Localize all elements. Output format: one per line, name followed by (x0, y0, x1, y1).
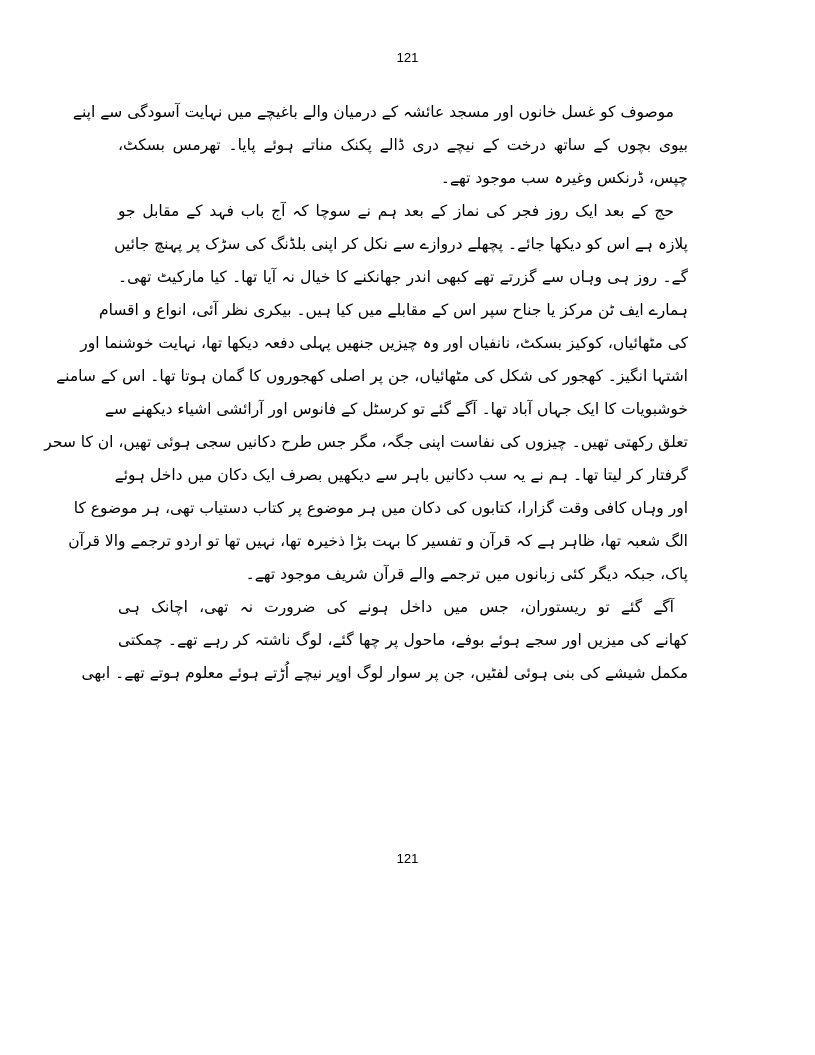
text-line: اشتہا انگیز۔ کھجور کی شکل کی مٹھائیاں، جن پر اصلی کھجوروں کا گمان ہوتا تھا۔ اس کے سامنے (56, 367, 688, 385)
text-line: موصوف کو غسل خانوں اور مسجد عائشہ کے درمیان والے باغیچے میں نہایت آسودگی سے اپنے (72, 103, 674, 121)
paragraph (72, 96, 688, 195)
text-line: ہمارے ایف ٹن مرکز یا جناح سپر اس کے مقابلے میں کیا ہیں۔ بیکری نظر آئی، انواع و اقسام (99, 301, 688, 319)
text-line: خوشبویات کا ایک جہاں آباد تھا۔ آگے گئے تو کرسٹل کے فانوس اور آرائشی اشیاء دیکھنے سے (104, 400, 688, 418)
text-line: حج کے بعد ایک روز فجر کی نماز کے بعد ہم نے سوچا کہ آج باب فہد کے مقابل جو (118, 202, 674, 220)
text-line: مکمل شیشے کی بنی ہوئی لفٹیں، جن پر سوار لوگ اوپر نیچے اُڑتے ہوئے معلوم ہوتے تھے۔ ابھی (81, 664, 688, 682)
page-number-top: 121 (396, 50, 419, 65)
text-line: گے۔ روز ہی وہاں سے گزرتے تھے کبھی اندر جھانکنے کا خیال نہ آیا تھا۔ کیا مارکیٹ تھی۔ (118, 268, 688, 286)
paragraph (44, 195, 688, 591)
text-line: پاک، جبکہ دیگر کئی زبانوں میں ترجمے والے قرآن شریف موجود تھے۔ (245, 565, 688, 583)
text-line: گرفتار کر لیتا تھا۔ ہم نے یہ سب دکانیں باہر سے دیکھیں بصرف ایک دکان میں داخل ہوئے (114, 466, 688, 484)
text-line: آگے گئے تو ریستوران، جس میں داخل ہونے کی ضرورت نہ تھی، اچانک ہی (118, 598, 674, 616)
text-line: الگ شعبہ تھا، ظاہر ہے کہ قرآن و تفسیر کا بہت بڑا ذخیرہ تھا، نہیں تھا تو اردو ترجمے والا قرآن (68, 532, 688, 550)
text-line: کھانے کی میزیں اور سجے ہوئے بوفے، ماحول پر چھا گئے، لوگ ناشتہ کر رہے تھے۔ چمکتی (118, 631, 688, 649)
text-line: پلازہ ہے اس کو دیکھا جائے۔ پچھلے دروازے سے نکل کر اپنی بلڈنگ کی سڑک پر پہنچ جائیں (114, 235, 688, 253)
paragraph (81, 591, 688, 690)
text-line: اور وہاں کافی وقت گزارا، کتابوں کی دکان میں ہر موضوع پر کتاب دستیاب تھی، ہر موضوع کا (73, 499, 688, 517)
text-line: چپس، ڈرنکس وغیرہ سب موجود تھے۔ (440, 169, 688, 187)
body-text (44, 96, 688, 690)
text-line: بیوی بچوں کے ساتھ درخت کے نیچے دری ڈالے پکنک مناتے ہوئے پایا۔ تھرمس بسکٹ، (118, 136, 688, 154)
page-number-bottom: 121 (396, 851, 419, 866)
text-line: کی مٹھائیاں، کوکیز بسکٹ، نانفیاں اور وہ چیزیں جنھیں پہلی دفعہ دیکھا تھا، نہایت خوشنما اور (80, 334, 688, 352)
text-line: تعلق رکھتی تھیں۔ چیزوں کی نفاست اپنی جگہ، مگر جس طرح دکانیں سجی ہوئی تھیں، ان کا سحر (44, 433, 688, 451)
